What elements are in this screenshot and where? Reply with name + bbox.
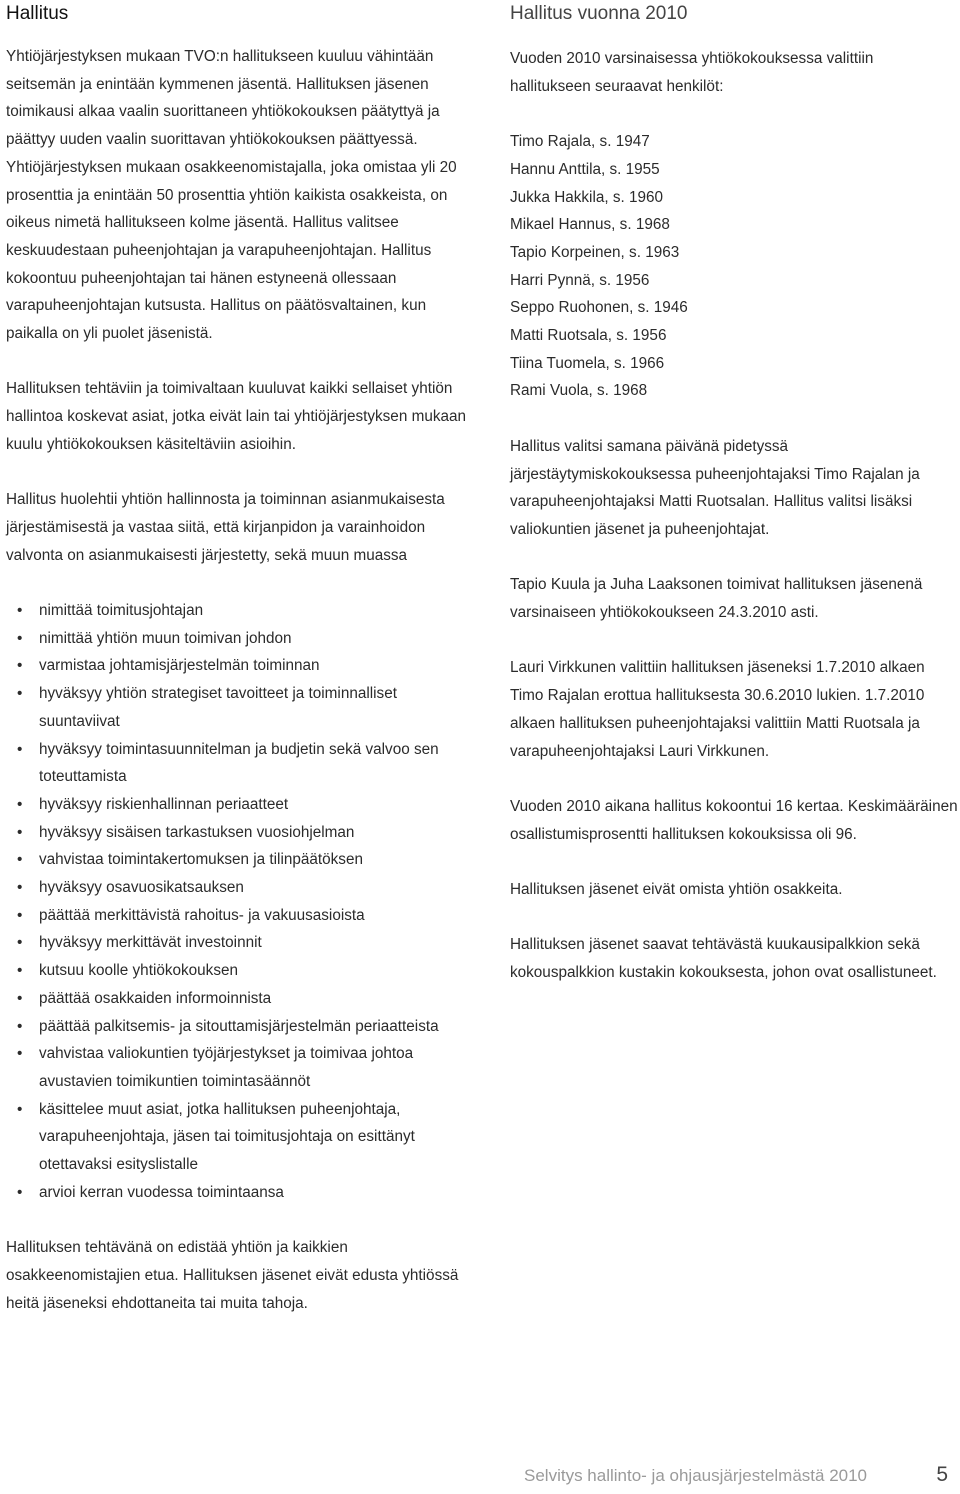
list-item: • vahvistaa toimintakertomuksen ja tilinpäätöksen: [6, 846, 466, 874]
board-member: Hannu Anttila, s. 1955: [510, 160, 660, 178]
board-member-list: [510, 128, 958, 405]
paragraph-meeting-stats: Vuoden 2010 aikana hallitus kokoontui 16 kertaa. Keskimääräinen osallistumisprosentti hallituksen kokouksissa oli 96.: [510, 797, 958, 843]
duties-list: [6, 597, 466, 1206]
list-item: • hyväksyy sisäisen tarkastuksen vuosiohjelman: [6, 819, 466, 847]
paragraph-board-authority: Hallituksen tehtäviin ja toimivaltaan kuuluvat kaikki sellaiset yhtiön hallintoa koskevat asiat, jotka eivät lain tai yhtiöjärjestyksen mukaan kuulu yhtiökokouksen käsiteltäviin asioihin.: [6, 380, 466, 453]
list-item: • nimittää toimitusjohtajan: [6, 597, 466, 625]
list-item: • varmistaa johtamisjärjestelmän toiminnan: [6, 652, 466, 680]
list-item: • nimittää yhtiön muun toimivan johdon: [6, 625, 466, 653]
board-member: Matti Ruotsala, s. 1956: [510, 327, 667, 345]
paragraph-board-changes: Lauri Virkkunen valittiin hallituksen jäseneksi 1.7.2010 alkaen Timo Rajalan erottua hallituksesta 30.6.2010 lukien. 1.7.2010 alkaen hallituksen puheenjohtajaksi valittiin Matti Ruotsala ja varapuheenjohtajaksi Lauri Virkkunen.: [510, 659, 925, 760]
section-heading-board-2010: Hallitus vuonna 2010: [510, 3, 688, 24]
list-item: • arvioi kerran vuodessa toimintaansa: [6, 1179, 466, 1207]
board-member: Timo Rajala, s. 1947: [510, 133, 650, 151]
board-member: Mikael Hannus, s. 1968: [510, 216, 670, 234]
board-member: Seppo Ruohonen, s. 1946: [510, 299, 688, 317]
board-member: Tiina Tuomela, s. 1966: [510, 354, 665, 372]
left-column: [6, 0, 466, 1345]
list-item: • hyväksyy riskienhallinnan periaatteet: [6, 791, 466, 819]
page-footer: [524, 1463, 954, 1486]
list-item: • hyväksyy merkittävät investoinnit: [6, 929, 466, 957]
list-item: • hyväksyy toimintasuunnitelman ja budjetin sekä valvoo sen toteuttamista: [6, 736, 466, 791]
footer-title: Selvitys hallinto- ja ohjausjärjestelmästä 2010: [524, 1466, 868, 1485]
board-member: Rami Vuola, s. 1968: [510, 382, 648, 400]
board-member: Harri Pynnä, s. 1956: [510, 271, 650, 289]
board-member: Tapio Korpeinen, s. 1963: [510, 243, 680, 261]
right-column: [510, 0, 958, 1014]
paragraph-former-members: Tapio Kuula ja Juha Laaksonen toimivat hallituksen jäsenenä varsinaiseen yhtiökokoukseen 24.3.2010 asti.: [510, 576, 923, 622]
paragraph-election-intro: Vuoden 2010 varsinaisessa yhtiökokouksessa valittiin hallitukseen seuraavat henkilöt:: [510, 50, 874, 95]
paragraph-compensation: Hallituksen jäsenet saavat tehtävästä kuukausipalkkion sekä kokouspalkkion kustakin kokouksesta, johon ovat osallistuneet.: [510, 936, 937, 982]
board-member: Jukka Hakkila, s. 1960: [510, 188, 664, 206]
paragraph-chair-election: Hallitus valitsi samana päivänä pidetyssä järjestäytymiskokouksessa puheenjohtajaksi Timo Rajalan ja varapuheenjohtajaksi Matti Ruotsalan. Hallitus valitsi lisäksi valiokuntien jäsenet ja puheenjohtajat.: [510, 437, 920, 538]
paragraph-board-composition: Yhtiöjärjestyksen mukaan TVO:n hallitukseen kuuluu vähintään seitsemän ja enintään kymmenen jäsentä. Hallituksen jäsenen toimikausi alkaa vaalin suorittaneen yhtiökokouksen päätyttyä ja päättyy uuden vaalin suorittavan yhtiökokouksen päättyessä. Yhtiöjärjestyksen mukaan osakkeenomistajalla, joka omistaa yli 20 prosenttia ja enintään 50 prosenttia yhtiön kaikista osakkeista, on oikeus nimetä hallitukseen kolme jäsentä. Hallitus valitsee keskuudestaan puheenjohtajan ja varapuheenjohtajan. Hallitus kokoontuu puheenjohtajan tai hänen estyneenä ollessaan varapuheenjohtajan kutsusta. Hallitus on päätösvaltainen, kun paikalla on yli puolet jäsenistä.: [6, 48, 457, 343]
list-item: • päättää osakkaiden informoinnista: [6, 985, 466, 1013]
list-item: • hyväksyy yhtiön strategiset tavoitteet ja toiminnalliset suuntaviivat: [6, 680, 466, 735]
list-item: • päättää palkitsemis- ja sitouttamisjärjestelmän periaatteista: [6, 1013, 466, 1041]
list-item: • päättää merkittävistä rahoitus- ja vakuusasioista: [6, 902, 466, 930]
section-heading-hallitus: Hallitus: [6, 3, 69, 24]
paragraph-board-purpose: Hallituksen tehtävänä on edistää yhtiön ja kaikkien osakkeenomistajien etua. Hallituksen jäsenet eivät edusta yhtiössä heitä jäseneksi ehdottaneita tai muita tahoja.: [6, 1239, 459, 1312]
paragraph-board-duties: Hallitus huolehtii yhtiön hallinnosta ja toiminnan asianmukaisesta järjestämisestä ja vastaa siitä, että kirjanpidon ja varainhoidon valvonta on asianmukaisesti järjestetty, sekä muun muassa: [6, 491, 445, 564]
list-item: • kutsuu koolle yhtiökokouksen: [6, 957, 466, 985]
page-number: 5: [936, 1463, 948, 1486]
list-item: • vahvistaa valiokuntien työjärjestykset ja toimivaa johtoa avustavien toimikuntien toimintasäännöt: [6, 1040, 466, 1095]
list-item: • hyväksyy osavuosikatsauksen: [6, 874, 466, 902]
paragraph-shareholdings: Hallituksen jäsenet eivät omista yhtiön osakkeita.: [510, 881, 843, 898]
list-item: • käsittelee muut asiat, jotka hallituksen puheenjohtaja, varapuheenjohtaja, jäsen tai toimitusjohtaja on esittänyt otettavaksi esityslistalle: [6, 1096, 466, 1179]
